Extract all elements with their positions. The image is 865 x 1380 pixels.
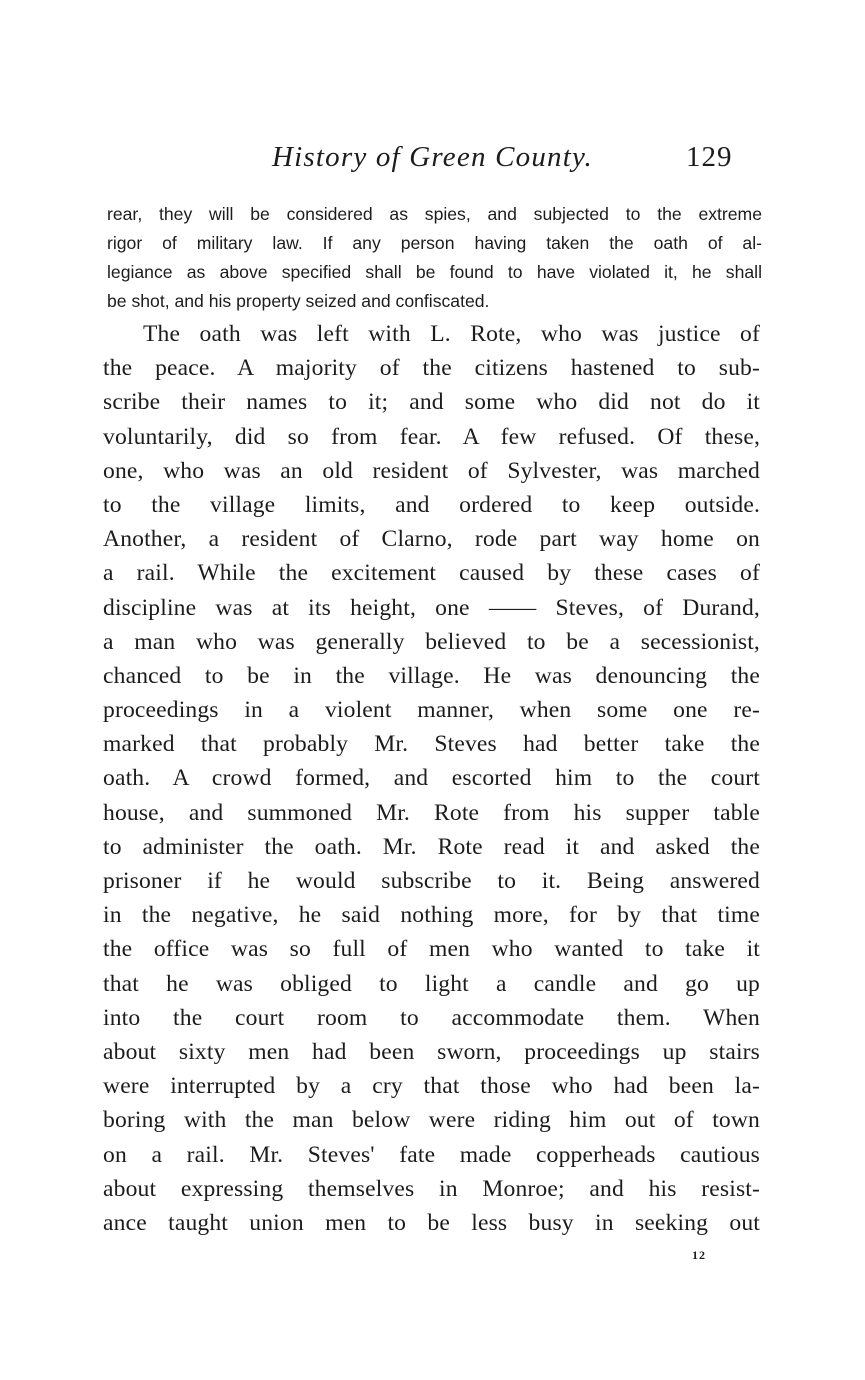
body-line: chanced to be in the village. He was denouncing the: [103, 662, 760, 689]
body-line: ance taught union men to be less busy in seeking out: [103, 1209, 760, 1236]
body-line: marked that probably Mr. Steves had better take the: [103, 731, 760, 758]
body-line: to administer the oath. Mr. Rote read it and asked the: [103, 833, 760, 860]
body-line: in the negative, he said nothing more, for by that time: [103, 902, 760, 929]
running-head-title: History of Green County.: [272, 141, 593, 173]
body-line: one, who was an old resident of Sylvester, was marched: [103, 457, 760, 484]
quote-line: rigor of military law. If any person having taken the oath of al-: [107, 233, 762, 253]
body-line: to the village limits, and ordered to keep outside.: [103, 491, 760, 518]
body-text: [103, 317, 760, 1240]
body-line: boring with the man below were riding him out of town: [103, 1107, 760, 1134]
body-line: a man who was generally believed to be a secessionist,: [103, 628, 760, 655]
body-line: Another, a resident of Clarno, rode part way home on: [103, 526, 760, 553]
body-line: the peace. A majority of the citizens hastened to sub-: [103, 355, 760, 382]
quote-line: rear, they will be considered as spies, and subjected to the extreme: [107, 204, 762, 224]
body-line: oath. A crowd formed, and escorted him to the court: [103, 765, 760, 792]
quote-line: legiance as above specified shall be found to have violated it, he shall: [107, 262, 762, 282]
body-line: on a rail. Mr. Steves' fate made copperheads cautious: [103, 1141, 760, 1168]
body-line: were interrupted by a cry that those who had been la-: [103, 1073, 760, 1100]
body-line: prisoner if he would subscribe to it. Being answered: [103, 868, 760, 894]
body-line: about sixty men had been sworn, proceedings up stairs: [103, 1038, 760, 1065]
quoted-proclamation: [107, 200, 762, 316]
body-line: about expressing themselves in Monroe; and his resist-: [103, 1175, 760, 1202]
body-line: into the court room to accommodate them. When: [103, 1004, 760, 1031]
body-line: that he was obliged to light a candle and go up: [103, 970, 760, 997]
quote-line: be shot, and his property seized and confiscated.: [107, 291, 490, 311]
body-line: the office was so full of men who wanted to take it: [103, 936, 760, 963]
body-line: scribe their names to it; and some who did not do it: [103, 389, 760, 416]
running-head: [0, 141, 865, 181]
signature-mark: 12: [692, 1248, 706, 1262]
body-line: discipline was at its height, one —— Steves, of Durand,: [103, 594, 760, 621]
body-line: a rail. While the excitement caused by these cases of: [103, 560, 760, 587]
body-line: proceedings in a violent manner, when some one re-: [103, 697, 760, 724]
body-line: house, and summoned Mr. Rote from his supper table: [103, 799, 760, 826]
body-line: The oath was left with L. Rote, who was justice of: [143, 321, 760, 347]
body-line: voluntarily, did so from fear. A few refused. Of these,: [103, 423, 760, 450]
page-number: 129: [686, 141, 733, 173]
